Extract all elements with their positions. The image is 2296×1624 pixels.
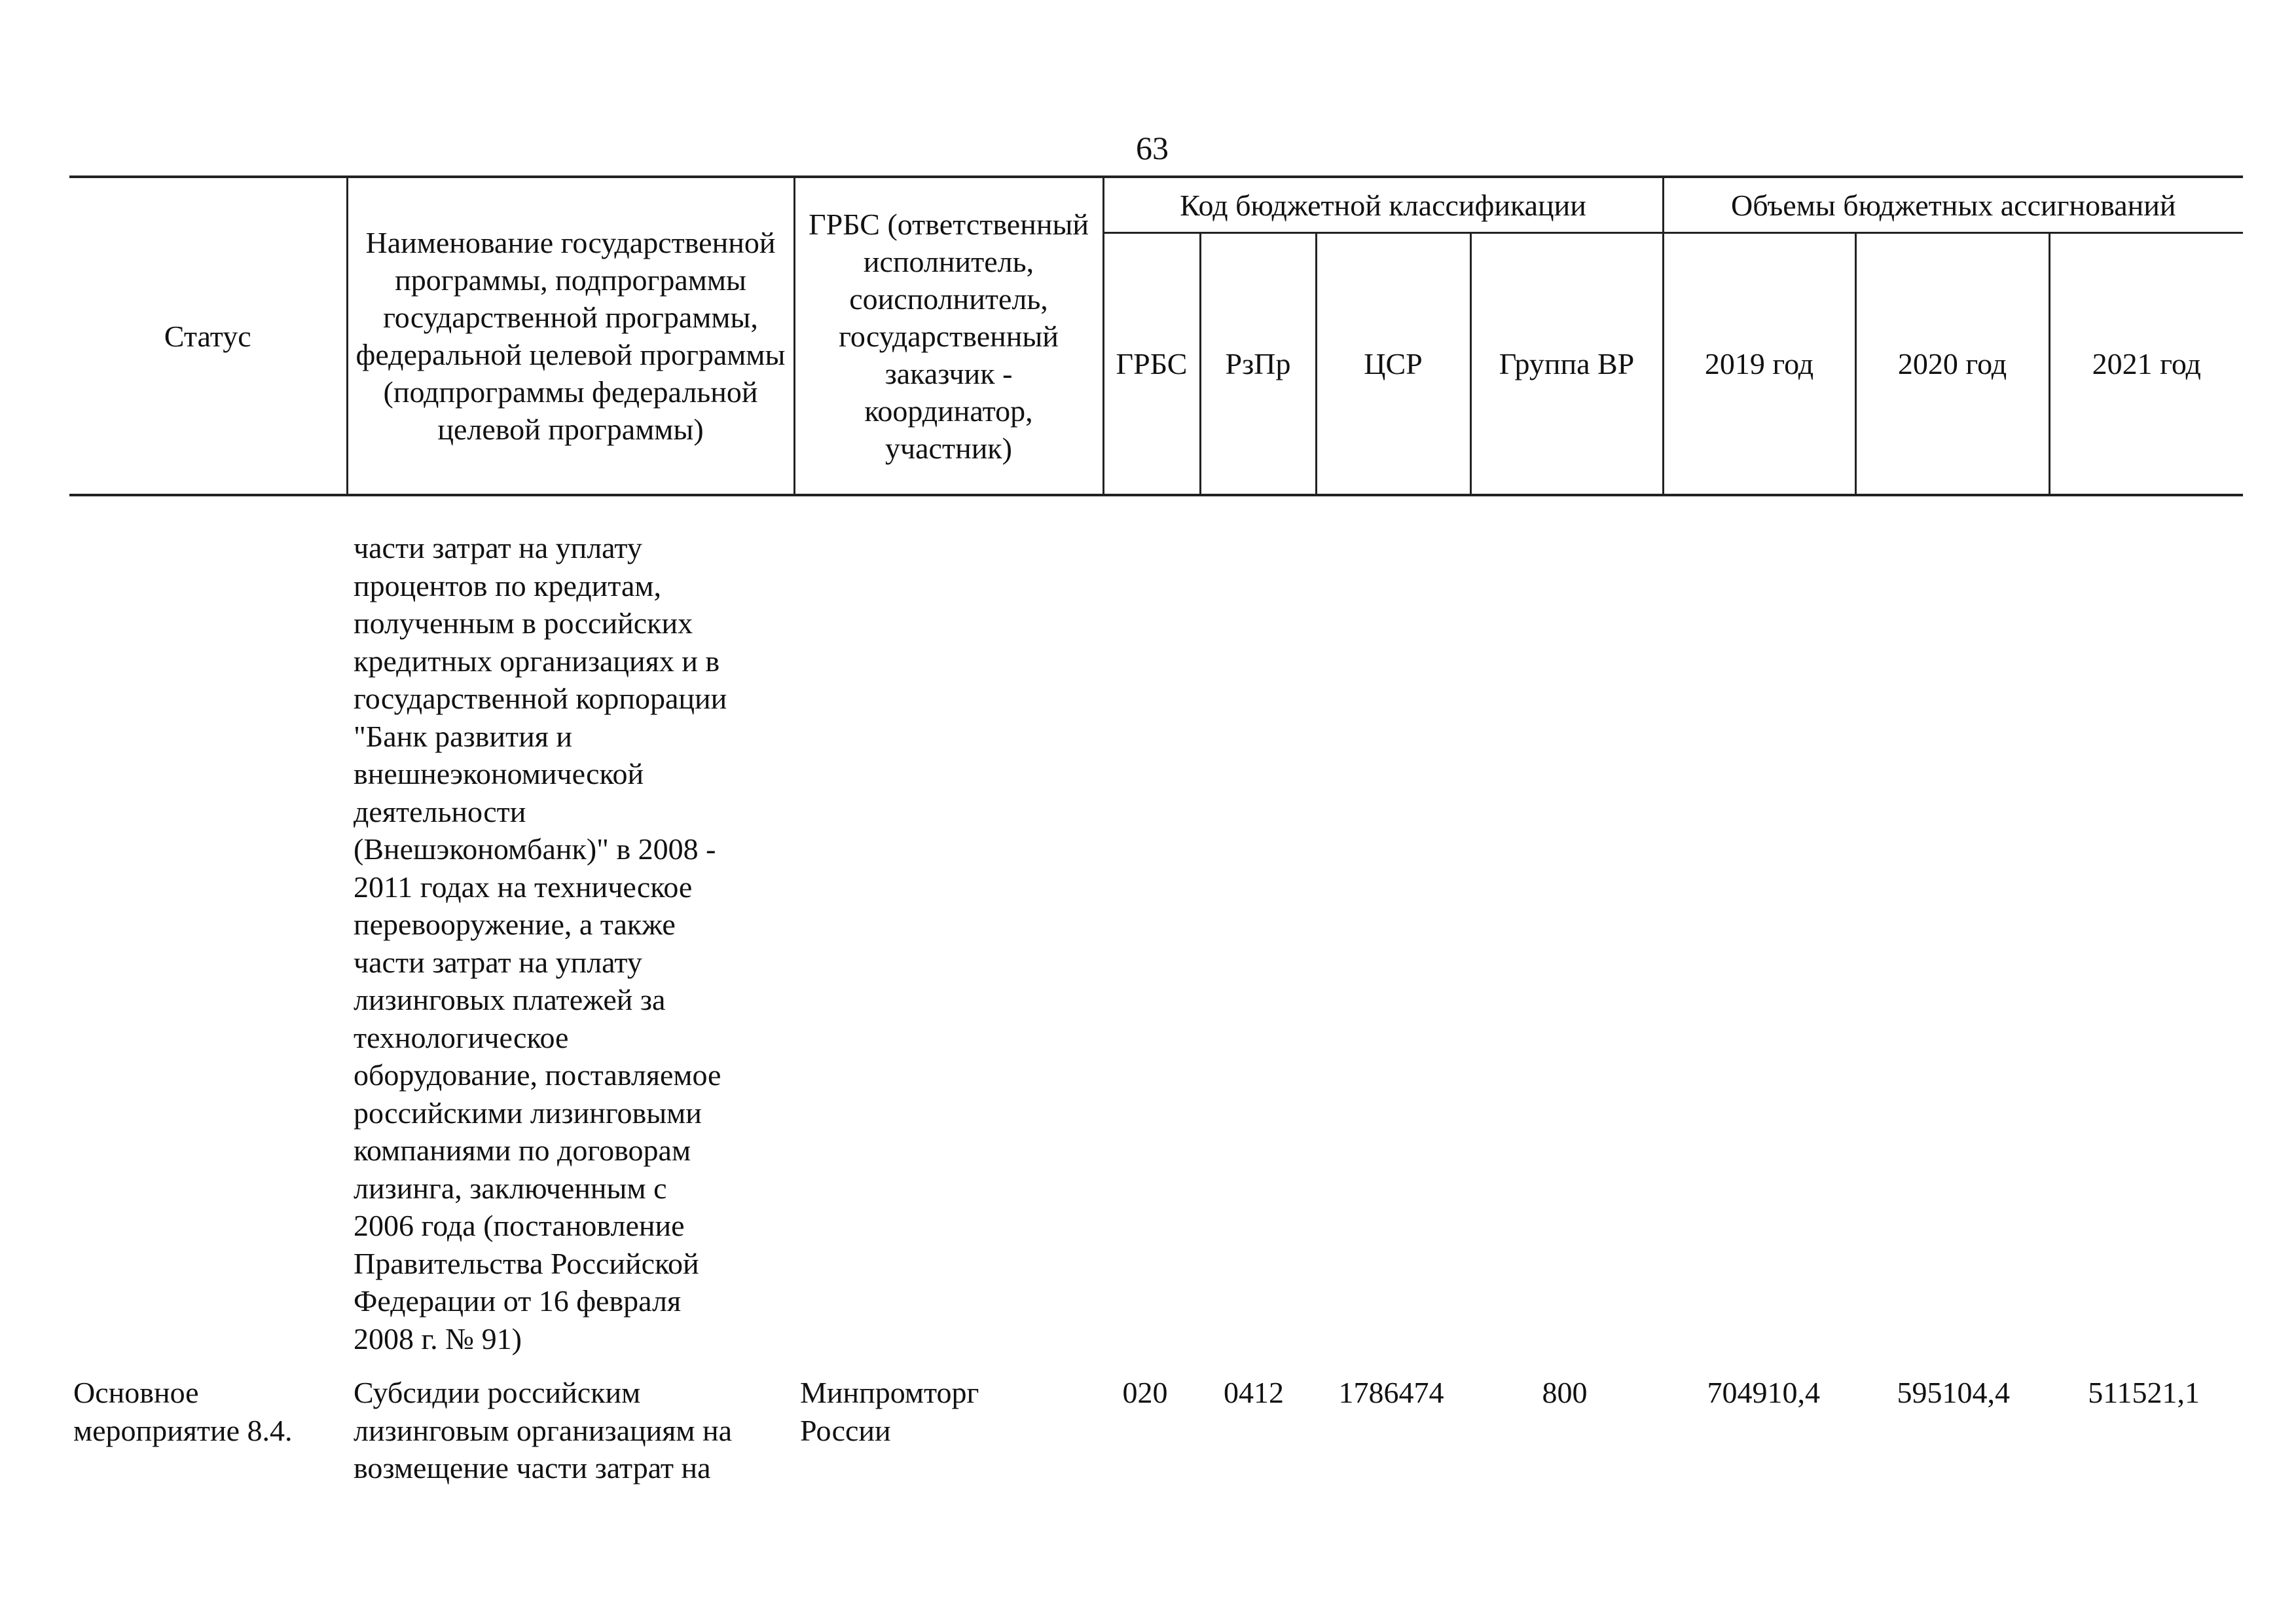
- row-executor: Минпромторг России: [800, 1376, 979, 1447]
- header-csr: ЦСР: [1316, 233, 1470, 496]
- header-grbs-executor: ГРБС (ответственный исполнитель, соисполнитель, государственный заказчик - координатор, участник): [794, 177, 1103, 495]
- header-status: Статус: [69, 177, 347, 495]
- header-year-2021: 2021 год: [2049, 233, 2243, 496]
- row-csr: 1786474: [1338, 1376, 1444, 1409]
- row-program-name: Субсидии российским лизинговым организациям на возмещение части затрат на: [354, 1376, 733, 1485]
- header-program-name: Наименование государственной программы, подпрограммы государственной программы, федеральной целевой программы (подпрограммы федеральной целевой программы): [347, 177, 794, 495]
- header-year-2020: 2020 год: [1855, 233, 2049, 496]
- header-grbs: ГРБС: [1103, 233, 1200, 496]
- row-amount-2020: 595104,4: [1897, 1376, 2010, 1409]
- row-amount-2021: 511521,1: [2088, 1376, 2200, 1409]
- row-grbs: 020: [1122, 1376, 1168, 1409]
- header-group-vr: Группа ВР: [1470, 233, 1663, 496]
- header-year-2019: 2019 год: [1663, 233, 1855, 496]
- continued-program-name: части затрат на уплату процентов по кредитам, полученным в российских кредитных организациях и в государственной корпорации "Банк развития и внешнеэкономической деятельности (Внешэкономбанк)" в 2008 - 2011 годах на техническое перевооружение, а также части затрат на уплату лизинговых платежей за технологическое оборудование, поставляемое российскими лизинговыми компаниями по договорам лизинга, заключенным с 2006 года (постановление Правительства Российской Федерации от 16 февраля 2008 г. № 91): [354, 531, 727, 1356]
- table-row: [0, 1374, 2296, 1505]
- header-budget-code-group: Код бюджетной классификации: [1103, 177, 1663, 233]
- header-rzpr: РзПр: [1200, 233, 1316, 496]
- row-amount-2019: 704910,4: [1707, 1376, 1820, 1409]
- row-rzpr: 0412: [1224, 1376, 1284, 1409]
- table-header: [69, 175, 2243, 496]
- page-number: 63: [1136, 130, 1169, 166]
- row-status: Основное мероприятие 8.4.: [73, 1376, 293, 1447]
- row-group-vr: 800: [1542, 1376, 1588, 1409]
- header-budget-volume-group: Объемы бюджетных ассигнований: [1663, 177, 2243, 233]
